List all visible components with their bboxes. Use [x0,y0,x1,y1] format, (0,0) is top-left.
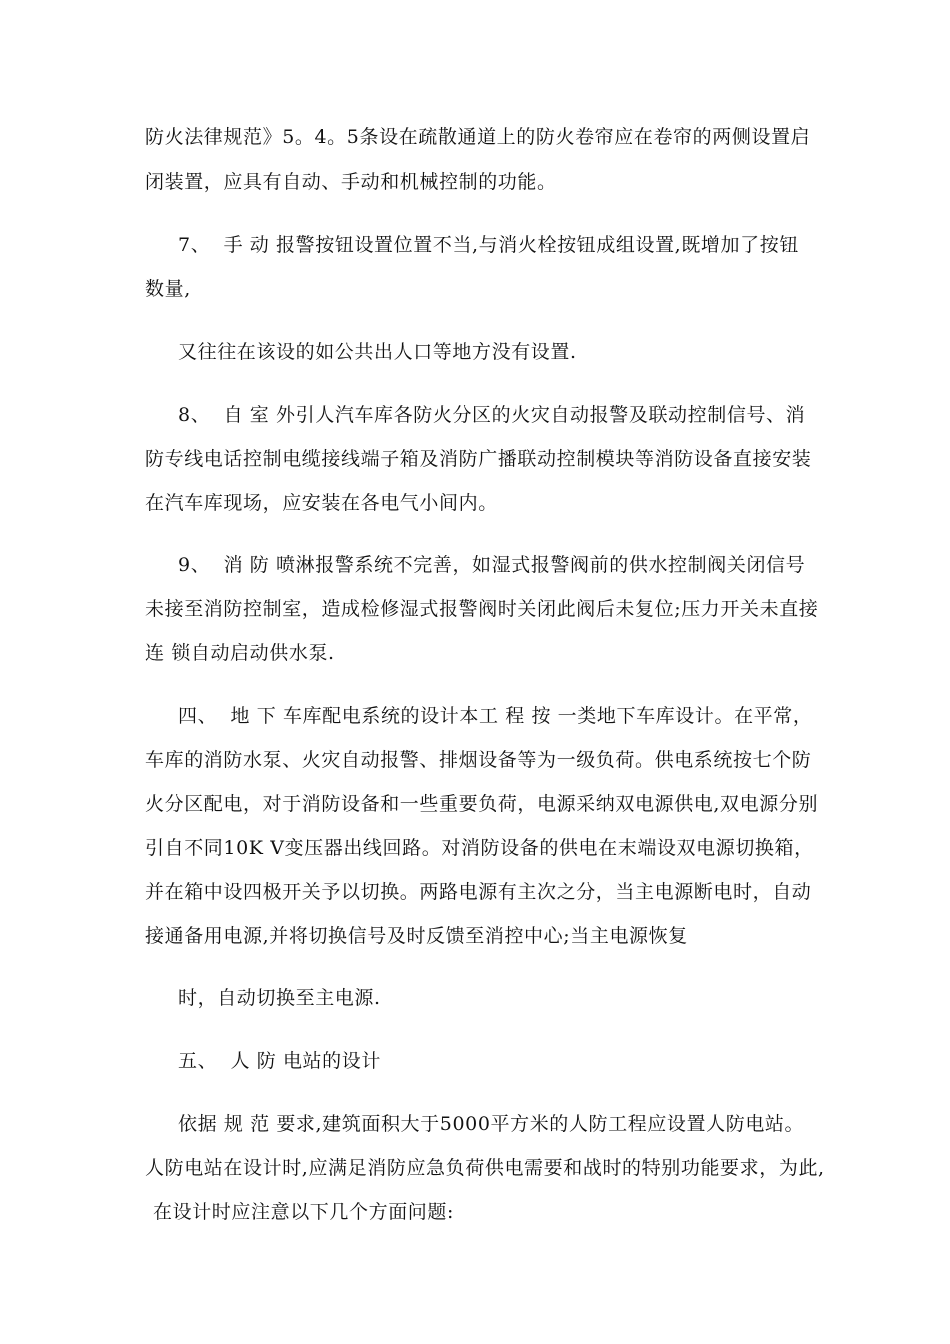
text-line: 又往往在该设的如公共出人口等地方没有设置. [178,341,577,363]
text-line: 8、 自 室 外引人汽车库各防火分区的火灾自动报警及联动控制信号、消 [178,404,806,426]
section-heading: 五、 人 防 电站的设计 [178,1050,381,1072]
text-line: 7、 手 动 报警按钮设置位置不当,与消火栓按钮成组设置,既增加了按钮 [178,234,799,256]
text-line: 接通备用电源,并将切换信号及时反馈至消控中心;当主电源恢复 [145,925,688,947]
text-line: 防火法律规范》5。4。5条设在疏散通道上的防火卷帘应在卷帘的两侧设置启 [145,126,811,148]
text-line: 在汽车库现场，应安装在各电气小间内。 [145,492,498,514]
text-line: 在设计时应注意以下几个方面问题: [153,1201,455,1223]
text-line: 车库的消防水泵、火灾自动报警、排烟设备等为一级负荷。供电系统按七个防 [145,749,812,771]
text-line: 引自不同10K V变压器出线回路。对消防设备的供电在末端设双电源切换箱， [145,837,814,859]
text-line: 闭装置，应具有自动、手动和机械控制的功能。 [145,171,557,193]
text-line: 时，自动切换至主电源. [178,987,381,1009]
text-line: 未接至消防控制室，造成检修湿式报警阀时关闭此阀后未复位;压力开关未直接 [145,598,819,620]
text-line: 数量, [145,278,191,300]
text-line: 人防电站在设计时,应满足消防应急负荷供电需要和战时的特别功能要求，为此, [145,1157,825,1179]
text-line: 依据 规 范 要求,建筑面积大于5000平方米的人防工程应设置人防电站。 [178,1113,805,1135]
text-line: 防专线电话控制电缆接线端子箱及消防广播联动控制模块等消防设备直接安装 [145,448,812,470]
text-line: 四、 地 下 车库配电系统的设计本工 程 按 一类地下车库设计。在平常， [178,705,813,727]
text-line: 并在箱中设四极开关予以切换。两路电源有主次之分，当主电源断电时，自动 [145,881,812,903]
text-line: 连 锁自动启动供水泵. [145,642,335,664]
text-line: 9、 消 防 喷淋报警系统不完善，如湿式报警阀前的供水控制阀关闭信号 [178,554,806,576]
text-line: 火分区配电，对于消防设备和一些重要负荷，电源采纳双电源供电,双电源分别 [145,793,819,815]
